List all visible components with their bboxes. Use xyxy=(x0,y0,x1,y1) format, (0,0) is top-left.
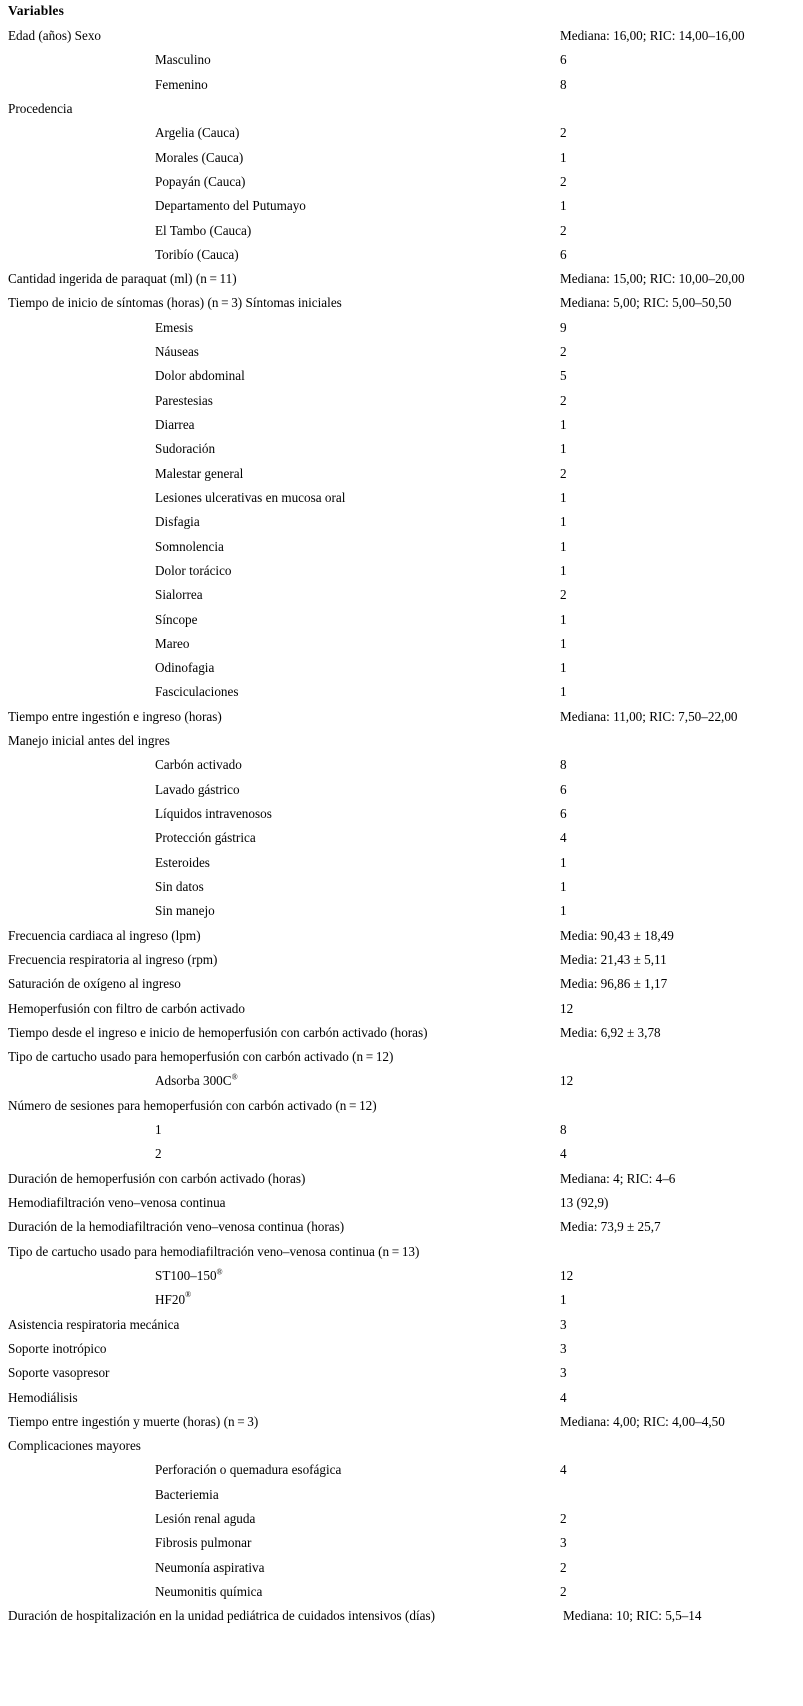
row-value: 3 xyxy=(560,1316,567,1332)
row-sublabel: Emesis xyxy=(155,319,194,335)
row-sublabel: El Tambo (Cauca) xyxy=(155,222,252,238)
row-sublabel: Fasciculaciones xyxy=(155,684,239,700)
row-label: Tiempo entre ingestión y muerte (horas) (n = 3) xyxy=(8,1413,259,1429)
row-value: 6 xyxy=(560,806,567,821)
row-sublabel: Esteroides xyxy=(155,854,210,870)
row-label: Complicaciones mayores xyxy=(8,1438,141,1454)
row-value: 2 xyxy=(560,1584,567,1599)
row-value: 3 xyxy=(560,1340,567,1356)
row-label: Hemoperfusión con filtro de carbón activado xyxy=(8,1000,245,1016)
table-row xyxy=(0,1243,803,1267)
table-row xyxy=(0,465,803,489)
row-sublabel: Diarrea xyxy=(155,417,195,432)
row-value: 1 xyxy=(560,903,567,919)
table-row xyxy=(0,343,803,367)
row-value: 4 xyxy=(560,1146,567,1162)
row-label: Soporte vasopresor xyxy=(8,1365,110,1381)
row-value: 1 xyxy=(560,1292,567,1308)
row-value: 1 xyxy=(560,441,567,457)
row-sublabel: Sudoración xyxy=(155,441,216,457)
row-sublabel: Dolor torácico xyxy=(155,562,232,578)
row-value: Media: 6,92 ± 3,78 xyxy=(560,1024,661,1040)
row-value: 1 xyxy=(560,660,567,676)
row-value: 5 xyxy=(560,368,567,384)
table-row xyxy=(0,173,803,197)
row-sublabel: Argelia (Cauca) xyxy=(155,125,240,141)
row-value: 1 xyxy=(560,149,567,165)
row-sublabel: Somnolencia xyxy=(155,538,224,554)
row-label: Manejo inicial antes del ingres xyxy=(8,733,170,749)
table-row xyxy=(0,222,803,246)
row-value: Mediana: 11,00; RIC: 7,50–22,00 xyxy=(560,708,738,724)
row-sublabel: Perforación o quemadura esofágica xyxy=(155,1462,342,1478)
table-row xyxy=(0,1024,803,1048)
table-header-variables: Variables xyxy=(8,3,65,18)
row-value: 1 xyxy=(560,684,567,700)
registered-trademark-icon: ® xyxy=(216,1267,223,1277)
row-label: Hemodiálisis xyxy=(8,1389,78,1405)
table-row xyxy=(0,1145,803,1169)
table-row xyxy=(0,1218,803,1242)
row-value: 1 xyxy=(560,198,567,214)
row-sublabel: Masculino xyxy=(155,52,211,68)
row-value: 4 xyxy=(560,1462,567,1478)
table-body xyxy=(0,27,803,1632)
table-row xyxy=(0,854,803,878)
row-value: 6 xyxy=(560,246,567,262)
row-label: Frecuencia cardiaca al ingreso (lpm) xyxy=(8,927,201,943)
table-row xyxy=(0,416,803,440)
table-row xyxy=(0,1437,803,1461)
table-row xyxy=(0,76,803,100)
row-value: 2 xyxy=(560,125,567,141)
row-value: 1 xyxy=(560,417,567,432)
table-row xyxy=(0,1170,803,1194)
row-sublabel: Bacteriemia xyxy=(155,1486,219,1502)
row-value: Media: 73,9 ± 25,7 xyxy=(560,1219,661,1235)
row-label: Tiempo entre ingestión e ingreso (horas) xyxy=(8,708,222,724)
row-value: Mediana: 16,00; RIC: 14,00–16,00 xyxy=(560,28,745,43)
table-row xyxy=(0,1607,803,1631)
row-value: Mediana: 4,00; RIC: 4,00–4,50 xyxy=(560,1413,725,1429)
table-row xyxy=(0,197,803,221)
row-value: 2 xyxy=(560,587,567,603)
registered-trademark-icon: ® xyxy=(185,1290,192,1300)
table-row xyxy=(0,51,803,75)
row-label: Tiempo desde el ingreso e inicio de hemoperfusión con carbón activado (horas) xyxy=(8,1024,428,1040)
row-sublabel: Protección gástrica xyxy=(155,830,256,846)
row-value: Mediana: 15,00; RIC: 10,00–20,00 xyxy=(560,271,745,287)
row-sublabel: Sialorrea xyxy=(155,587,203,603)
row-value: Media: 90,43 ± 18,49 xyxy=(560,927,674,943)
row-label: Frecuencia respiratoria al ingreso (rpm) xyxy=(8,951,218,967)
row-value: 1 xyxy=(560,611,567,627)
row-sublabel: Lavado gástrico xyxy=(155,781,240,797)
row-label: Duración de hospitalización en la unidad pediátrica de cuidados intensivos (días) xyxy=(8,1608,435,1624)
table-row xyxy=(0,927,803,951)
row-label: Cantidad ingerida de paraquat (ml) (n = 11) xyxy=(8,271,237,287)
row-sublabel: Adsorba 300C® xyxy=(155,1073,238,1089)
table-row xyxy=(0,732,803,756)
table-row xyxy=(0,319,803,343)
row-label: Saturación de oxígeno al ingreso xyxy=(8,976,181,992)
row-label: Duración de hemoperfusión con carbón activado (horas) xyxy=(8,1170,306,1186)
row-label: Tipo de cartucho usado para hemoperfusión con carbón activado (n = 12) xyxy=(8,1049,394,1065)
row-sublabel: Náuseas xyxy=(155,344,199,360)
table-row xyxy=(0,440,803,464)
row-value: 12 xyxy=(560,1000,574,1016)
row-sublabel: Morales (Cauca) xyxy=(155,149,244,165)
table-row xyxy=(0,367,803,391)
row-sublabel: Femenino xyxy=(155,76,208,92)
table-row xyxy=(0,659,803,683)
row-value: 6 xyxy=(560,781,567,797)
row-sublabel: Mareo xyxy=(155,635,190,651)
row-value: 1 xyxy=(560,854,567,870)
row-value: 2 xyxy=(560,173,567,189)
table-row xyxy=(0,1316,803,1340)
row-value: Mediana: 10; RIC: 5,5–14 xyxy=(563,1608,702,1624)
row-value: Media: 96,86 ± 1,17 xyxy=(560,976,668,992)
row-label: Número de sesiones para hemoperfusión con carbón activado (n = 12) xyxy=(8,1097,377,1113)
row-sublabel: Neumonitis química xyxy=(155,1584,263,1599)
row-value: 3 xyxy=(560,1535,567,1551)
table-row xyxy=(0,1413,803,1437)
table-row xyxy=(0,951,803,975)
table-row xyxy=(0,538,803,562)
table-row xyxy=(0,1364,803,1388)
table-row xyxy=(0,1389,803,1413)
row-value: 12 xyxy=(560,1073,574,1089)
row-value: 8 xyxy=(560,1122,567,1138)
row-value: 1 xyxy=(560,878,567,894)
row-label: Hemodiafiltración veno–venosa continua xyxy=(8,1195,226,1210)
row-value: 2 xyxy=(560,465,567,481)
table-row xyxy=(0,878,803,902)
row-value: 8 xyxy=(560,757,567,773)
row-sublabel: Malestar general xyxy=(155,465,244,481)
registered-trademark-icon: ® xyxy=(231,1073,238,1083)
table-row xyxy=(0,756,803,780)
table-row xyxy=(0,1510,803,1534)
table-row xyxy=(0,100,803,124)
row-label: Soporte inotrópico xyxy=(8,1340,107,1356)
row-value: 2 xyxy=(560,1559,567,1575)
table-row xyxy=(0,1486,803,1510)
table-row xyxy=(0,1072,803,1096)
row-sublabel: Carbón activado xyxy=(155,757,242,773)
row-sublabel: Neumonía aspirativa xyxy=(155,1559,265,1575)
table-row xyxy=(0,513,803,537)
table-row xyxy=(0,1559,803,1583)
table-row xyxy=(0,975,803,999)
row-value: 13 (92,9) xyxy=(560,1195,609,1210)
table-row xyxy=(0,708,803,732)
table-row xyxy=(0,1194,803,1218)
row-value: 2 xyxy=(560,344,567,360)
row-label: Tiempo de inicio de síntomas (horas) (n = 3) Síntomas iniciales xyxy=(8,295,342,311)
row-sublabel: Líquidos intravenosos xyxy=(155,806,272,821)
row-value: 4 xyxy=(560,1389,567,1405)
table-row xyxy=(0,781,803,805)
row-value: 1 xyxy=(560,538,567,554)
table-row xyxy=(0,562,803,586)
row-value: 1 xyxy=(560,562,567,578)
row-label: Tipo de cartucho usado para hemodiafiltración veno–venosa continua (n = 13) xyxy=(8,1243,420,1259)
row-value: 2 xyxy=(560,222,567,238)
row-sublabel: Parestesias xyxy=(155,392,213,408)
row-value: Media: 21,43 ± 5,11 xyxy=(560,951,667,967)
row-sublabel: ST100–150® xyxy=(155,1267,223,1283)
row-value: Mediana: 5,00; RIC: 5,00–50,50 xyxy=(560,295,732,311)
table-row xyxy=(0,829,803,853)
row-sublabel: Fibrosis pulmonar xyxy=(155,1535,252,1551)
table-row xyxy=(0,1291,803,1315)
row-value: 2 xyxy=(560,1511,567,1527)
row-sublabel: Lesiones ulcerativas en mucosa oral xyxy=(155,489,346,505)
table-row xyxy=(0,1048,803,1072)
row-value: 3 xyxy=(560,1365,567,1381)
row-sublabel: 2 xyxy=(155,1146,162,1162)
table-row xyxy=(0,392,803,416)
table-row xyxy=(0,1583,803,1607)
table-row xyxy=(0,635,803,659)
row-label: Edad (años) Sexo xyxy=(8,28,102,43)
table-row xyxy=(0,611,803,635)
row-sublabel: Disfagia xyxy=(155,514,200,530)
row-value: 1 xyxy=(560,514,567,530)
table-row xyxy=(0,1121,803,1145)
table-row xyxy=(0,1000,803,1024)
table-row xyxy=(0,683,803,707)
row-value: 1 xyxy=(560,635,567,651)
row-label: Asistencia respiratoria mecánica xyxy=(8,1316,180,1332)
row-value: 12 xyxy=(560,1267,574,1283)
table-row xyxy=(0,1097,803,1121)
row-sublabel: Odinofagia xyxy=(155,660,215,676)
table-row xyxy=(0,124,803,148)
row-value: 4 xyxy=(560,830,567,846)
row-sublabel: HF20® xyxy=(155,1290,192,1308)
row-value: 9 xyxy=(560,319,567,335)
row-sublabel: Lesión renal aguda xyxy=(155,1511,256,1527)
row-sublabel: Departamento del Putumayo xyxy=(155,198,306,214)
table-row xyxy=(0,149,803,173)
table-row xyxy=(0,586,803,610)
row-sublabel: 1 xyxy=(155,1122,162,1138)
row-value: 8 xyxy=(560,76,567,92)
row-sublabel: Síncope xyxy=(155,611,198,627)
table-row xyxy=(0,27,803,51)
table-row xyxy=(0,246,803,270)
row-value: 6 xyxy=(560,52,567,68)
row-sublabel: Dolor abdominal xyxy=(155,368,245,384)
row-label: Procedencia xyxy=(8,100,73,116)
table-row xyxy=(0,1267,803,1291)
row-sublabel: Sin datos xyxy=(155,878,204,894)
table-row xyxy=(0,805,803,829)
row-sublabel: Sin manejo xyxy=(155,903,215,919)
row-sublabel: Popayán (Cauca) xyxy=(155,173,246,189)
table-row xyxy=(0,270,803,294)
table-row xyxy=(0,902,803,926)
table-row xyxy=(0,1534,803,1558)
table-row xyxy=(0,1340,803,1364)
table-row xyxy=(0,1461,803,1485)
row-value: 2 xyxy=(560,392,567,408)
row-label: Duración de la hemodiafiltración veno–venosa continua (horas) xyxy=(8,1219,345,1235)
row-value: Mediana: 4; RIC: 4–6 xyxy=(560,1170,676,1186)
table-row xyxy=(0,294,803,318)
table-row xyxy=(0,489,803,513)
row-value: 1 xyxy=(560,489,567,505)
row-sublabel: Toribío (Cauca) xyxy=(155,246,239,262)
